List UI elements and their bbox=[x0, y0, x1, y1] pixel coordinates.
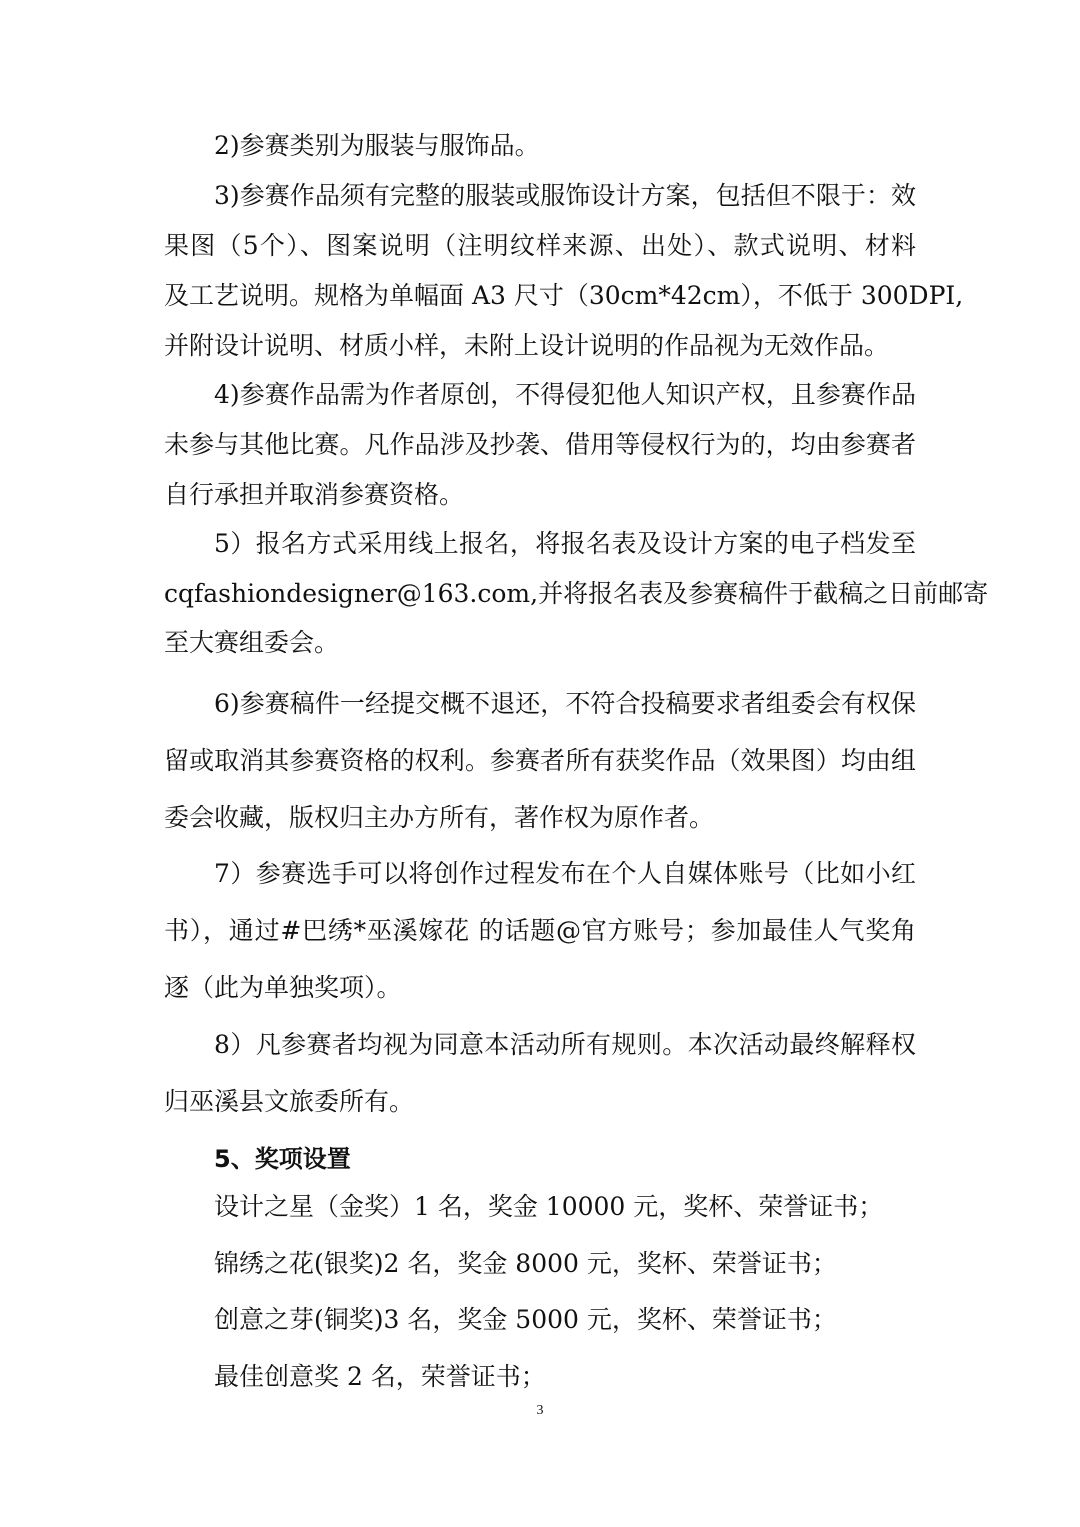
paragraph-line: 逐（此为单独奖项）。 bbox=[164, 973, 402, 1002]
paragraph-line: 果图（5个）、图案说明（注明纹样来源、出处）、款式说明、材料 bbox=[164, 231, 916, 260]
paragraph-line: 及工艺说明。规格为单幅面 A3 尺寸（30cm*42cm），不低于 300DPI, bbox=[164, 281, 964, 310]
award-item: 最佳创意奖 2 名，荣誉证书； bbox=[214, 1362, 546, 1391]
paragraph-line: 留或取消其参赛资格的权利。参赛者所有获奖作品（效果图）均由组 bbox=[164, 746, 916, 775]
award-item: 设计之星（金奖）1 名，奖金 10000 元，奖杯、荣誉证书； bbox=[214, 1192, 884, 1221]
paragraph-line: 5）报名方式采用线上报名，将报名表及设计方案的电子档发至 bbox=[214, 529, 916, 558]
section-heading: 5、奖项设置 bbox=[214, 1145, 351, 1173]
paragraph-line: 3)参赛作品须有完整的服装或服饰设计方案，包括但不限于：效 bbox=[214, 181, 916, 210]
award-item: 锦绣之花(银奖)2 名，奖金 8000 元，奖杯、荣誉证书； bbox=[214, 1249, 837, 1278]
paragraph-line: 未参与其他比赛。凡作品涉及抄袭、借用等侵权行为的，均由参赛者 bbox=[164, 430, 916, 459]
paragraph-line: 书），通过#巴绣*巫溪嫁花 的话题@官方账号；参加最佳人气奖角 bbox=[164, 916, 916, 945]
paragraph-line: 4)参赛作品需为作者原创，不得侵犯他人知识产权，且参赛作品 bbox=[214, 380, 916, 409]
paragraph-line: 并附设计说明、材质小样，未附上设计说明的作品视为无效作品。 bbox=[164, 331, 890, 360]
paragraph-line: 6)参赛稿件一经提交概不退还，不符合投稿要求者组委会有权保 bbox=[214, 689, 916, 718]
paragraph-line: 2)参赛类别为服装与服饰品。 bbox=[214, 131, 540, 160]
page-number: 3 bbox=[536, 1403, 544, 1418]
paragraph-line: 委会收藏，版权归主办方所有，著作权为原作者。 bbox=[164, 803, 715, 832]
paragraph-line: 8）凡参赛者均视为同意本活动所有规则。本次活动最终解释权 bbox=[214, 1030, 916, 1059]
paragraph-line: 至大赛组委会。 bbox=[164, 628, 340, 657]
award-item: 创意之芽(铜奖)3 名，奖金 5000 元，奖杯、荣誉证书； bbox=[214, 1305, 837, 1334]
paragraph-line: 归巫溪县文旅委所有。 bbox=[164, 1087, 415, 1116]
paragraph-line: cqfashiondesigner@163.com,并将报名表及参赛稿件于截稿之日前邮寄 bbox=[164, 579, 989, 608]
paragraph-line: 7）参赛选手可以将创作过程发布在个人自媒体账号（比如小红 bbox=[214, 859, 916, 888]
paragraph-line: 自行承担并取消参赛资格。 bbox=[164, 480, 465, 509]
